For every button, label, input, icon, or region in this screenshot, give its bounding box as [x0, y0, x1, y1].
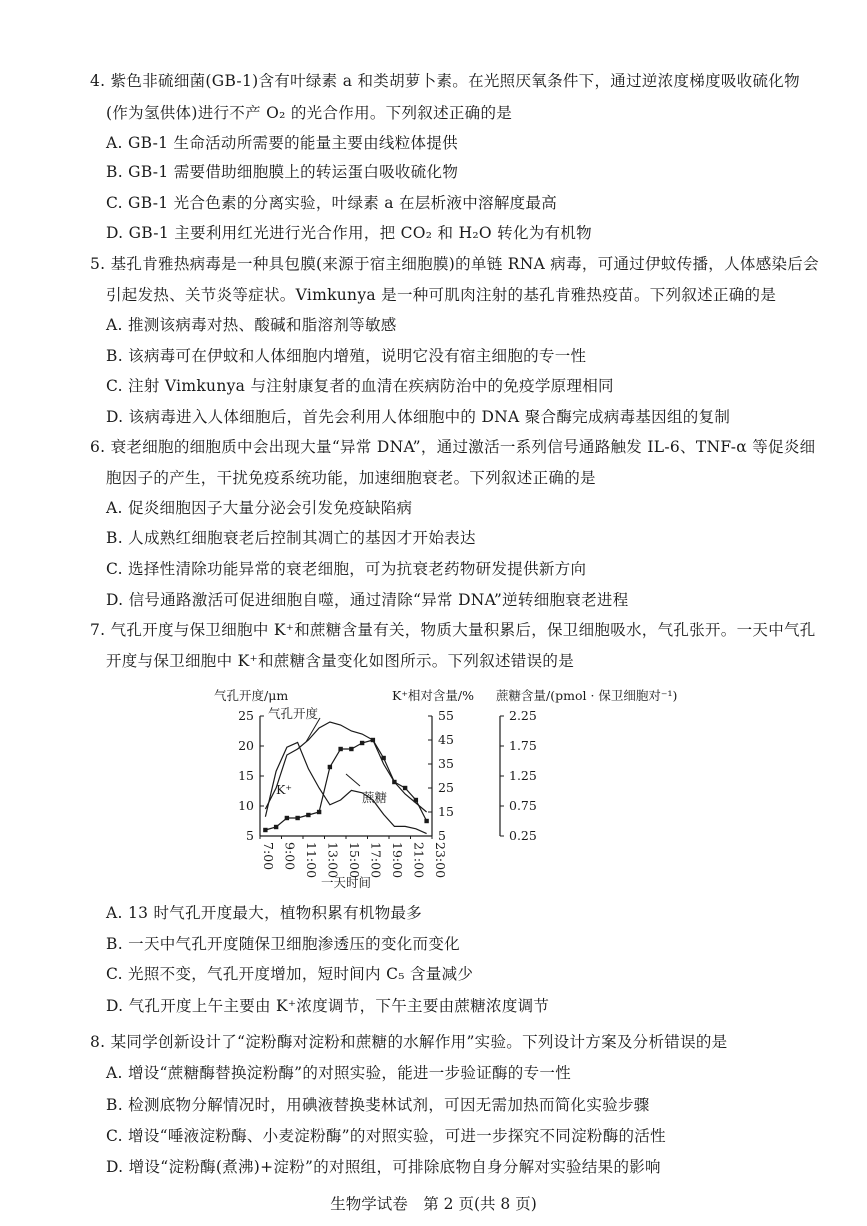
- option-d[interactable]: D. 增设“淀粉酶(煮沸)+淀粉”的对照组，可排除底物自身分解对实验结果的影响: [106, 1158, 661, 1176]
- tick-label: 5: [246, 828, 254, 843]
- data-point: [306, 813, 310, 817]
- option-b[interactable]: B. 该病毒可在伊蚊和人体细胞内增殖，说明它没有宿主细胞的专一性: [106, 347, 587, 365]
- option-a[interactable]: A. 促炎细胞因子大量分泌会引发免疫缺陷病: [106, 499, 413, 517]
- tick-label: 19:00: [390, 842, 405, 879]
- data-point: [328, 765, 332, 769]
- option-a[interactable]: A. 增设“蔗糖酶替换淀粉酶”的对照实验，能进一步验证酶的专一性: [106, 1064, 571, 1082]
- tick-label: 0.25: [509, 828, 537, 843]
- tick-label: 0.75: [509, 798, 537, 813]
- option-b[interactable]: B. GB-1 需要借助细胞膜上的转运蛋白吸收硫化物: [106, 163, 459, 181]
- data-point: [414, 798, 418, 802]
- data-point: [349, 747, 353, 751]
- tick-label: 7:00: [261, 842, 276, 871]
- option-d[interactable]: D. 信号通路激活可促进细胞自噬，通过清除“异常 DNA”逆转细胞衰老进程: [106, 591, 629, 609]
- tick-label: 11:00: [304, 842, 319, 879]
- tick-label: 1.75: [509, 738, 537, 753]
- y-axis-right-label: 蔗糖含量/(pmol · 保卫细胞对⁻¹): [496, 688, 678, 703]
- stomata-chart: [210, 686, 690, 896]
- data-point: [338, 747, 342, 751]
- option-b[interactable]: B. 检测底物分解情况时，用碘液替换斐林试剂，可因无需加热而简化实验步骤: [106, 1096, 650, 1114]
- option-c[interactable]: C. 选择性清除功能异常的衰老细胞，可为抗衰老药物研发提供新方向: [106, 560, 587, 578]
- series-label-sucrose: 蔗糖: [362, 790, 388, 805]
- data-point: [403, 786, 407, 790]
- question-stem-line: 8. 某同学创新设计了“淀粉酶对淀粉和蔗糖的水解作用”实验。下列设计方案及分析错误的是: [90, 1033, 728, 1051]
- tick-label: 25: [238, 708, 254, 723]
- tick-label: 9:00: [282, 842, 298, 871]
- data-point: [285, 816, 289, 820]
- tick-label: 21:00: [411, 842, 427, 879]
- tick-label: 15: [438, 804, 454, 819]
- tick-label: 20: [238, 738, 254, 753]
- option-a[interactable]: A. 13 时气孔开度最大，植物积累有机物最多: [106, 904, 423, 922]
- data-point: [317, 810, 321, 814]
- question-stem-line: 开度与保卫细胞中 K⁺和蔗糖含量变化如图所示。下列叙述错误的是: [106, 652, 574, 670]
- option-b[interactable]: B. 人成熟红细胞衰老后控制其凋亡的基因才开始表达: [106, 529, 476, 547]
- option-d[interactable]: D. 该病毒进入人体细胞后，首先会利用人体细胞中的 DNA 聚合酶完成病毒基因组的复制: [106, 408, 731, 426]
- data-point: [381, 756, 385, 760]
- option-c[interactable]: C. 增设“唾液淀粉酶、小麦淀粉酶”的对照实验，可进一步探究不同淀粉酶的活性: [106, 1127, 666, 1145]
- tick-label: 10: [238, 798, 254, 813]
- tick-label: 25: [438, 780, 454, 795]
- option-c[interactable]: C. 注射 Vimkunya 与注射康复者的血清在疾病防治中的免疫学原理相同: [106, 377, 614, 395]
- tick-label: 5: [438, 828, 446, 843]
- question-stem-line: 引起发热、关节炎等症状。Vimkunya 是一种可肌肉注射的基孔肯雅热疫苗。下列叙述正确的是: [106, 286, 777, 304]
- tick-label: 23:00: [433, 842, 448, 879]
- question-stem-line: 7. 气孔开度与保卫细胞中 K⁺和蔗糖含量有关，物质大量积累后，保卫细胞吸水，气孔张开。一天中气孔: [90, 621, 816, 639]
- data-point: [371, 738, 375, 742]
- series-label-potassium: K⁺: [276, 782, 292, 797]
- option-b[interactable]: B. 一天中气孔开度随保卫细胞渗透压的变化而变化: [106, 935, 460, 953]
- series-line-0: [265, 722, 426, 812]
- chart-svg: [210, 686, 690, 896]
- y-axis-mid-label: K⁺相对含量/%: [392, 688, 475, 703]
- y-axis-left-label: 气孔开度/μm: [214, 688, 289, 703]
- tick-label: 15: [238, 768, 254, 783]
- data-point: [263, 828, 267, 832]
- tick-label: 2.25: [509, 708, 537, 723]
- page-footer: 生物学试卷 第 2 页(共 8 页): [330, 1195, 537, 1213]
- option-a[interactable]: A. 推测该病毒对热、酸碱和脂溶剂等敏感: [106, 316, 397, 334]
- option-d[interactable]: D. 气孔开度上午主要由 K⁺浓度调节，下午主要由蔗糖浓度调节: [106, 997, 550, 1015]
- tick-label: 17:00: [368, 842, 384, 879]
- tick-label: 1.25: [509, 768, 537, 783]
- data-point: [424, 819, 428, 823]
- question-stem-line: 6. 衰老细胞的细胞质中会出现大量“异常 DNA”，通过激活一系列信号通路触发 IL-6、TNF-α 等促炎细: [90, 438, 816, 456]
- data-point: [274, 825, 278, 829]
- option-c[interactable]: C. 光照不变，气孔开度增加，短时间内 C₅ 含量减少: [106, 965, 474, 983]
- data-point: [360, 741, 364, 745]
- leader-line: [346, 774, 360, 786]
- tick-label: 35: [438, 756, 454, 771]
- tick-label: 15:00: [347, 842, 362, 879]
- option-a[interactable]: A. GB-1 生命活动所需要的能量主要由线粒体提供: [106, 134, 458, 152]
- data-point: [295, 816, 299, 820]
- data-point: [392, 780, 396, 784]
- tick-label: 55: [438, 708, 454, 723]
- question-stem-line: 5. 基孔肯雅热病毒是一种具包膜(来源于宿主细胞膜)的单链 RNA 病毒，可通过伊蚊传播，人体感染后会: [90, 255, 819, 273]
- series-label-stomata: 气孔开度: [268, 706, 319, 721]
- option-d[interactable]: D. GB-1 主要利用红光进行光合作用，把 CO₂ 和 H₂O 转化为有机物: [106, 224, 592, 242]
- x-axis-label: 一天时间: [320, 875, 372, 890]
- tick-label: 13:00: [325, 842, 341, 879]
- question-stem-line: 4. 紫色非硫细菌(GB-1)含有叶绿素 a 和类胡萝卜素。在光照厌氧条件下，通过逆浓度梯度吸收硫化物: [90, 72, 800, 90]
- tick-label: 45: [438, 732, 454, 747]
- question-stem-line: (作为氢供体)进行不产 O₂ 的光合作用。下列叙述正确的是: [106, 104, 513, 122]
- option-c[interactable]: C. GB-1 光合色素的分离实验，叶绿素 a 在层析液中溶解度最高: [106, 194, 558, 212]
- question-stem-line: 胞因子的产生，干扰免疫系统功能，加速细胞衰老。下列叙述正确的是: [106, 469, 596, 487]
